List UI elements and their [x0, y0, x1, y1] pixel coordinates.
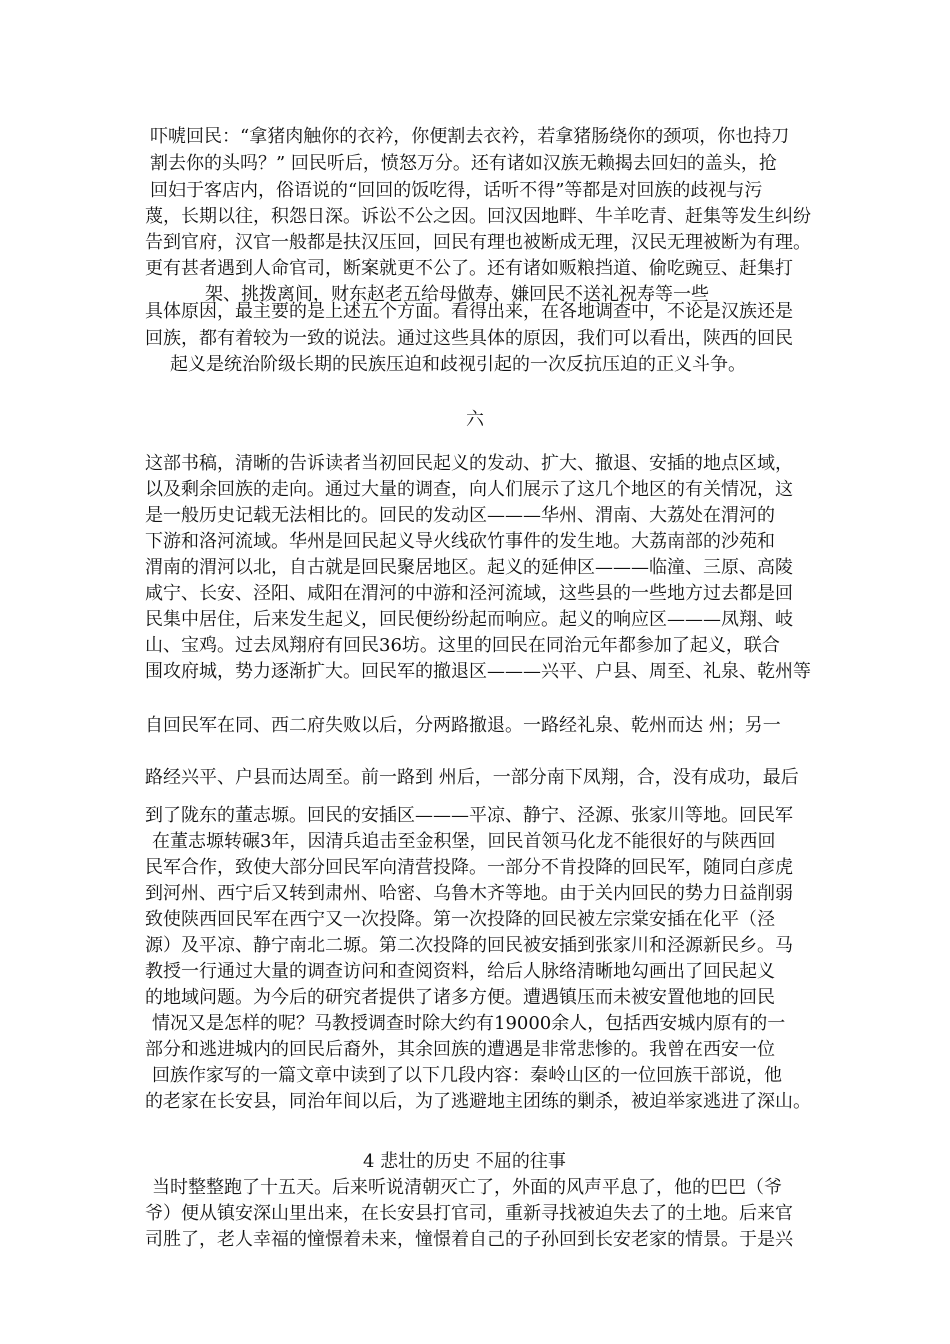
paragraph-line: 围攻府城，势力逐渐扩大。回民军的撤退区———兴平、户县、周至、礼泉、乾州等 [145, 661, 811, 682]
section-number: 六 [466, 409, 484, 430]
paragraph-line: 教授一行通过大量的调查访问和查阅资料，给后人脉络清晰地勾画出了回民起义 [145, 961, 775, 982]
paragraph-line: 的老家在长安县，同治年间以后，为了逃避地主团练的剿杀，被迫举家逃进了深山。 [145, 1091, 811, 1112]
paragraph-line: 山、宝鸡。过去凤翔府有回民36坊。这里的回民在同治元年都参加了起义，联合 [145, 635, 780, 656]
paragraph-line: 部分和逃进城内的回民后裔外，其余回族的遭遇是非常悲惨的。我曾在西安一位 [145, 1039, 775, 1060]
paragraph-line: 在董志塬转碾3年，因清兵追击至金积堡，回民首领马化龙不能很好的与陕西回 [152, 831, 776, 852]
paragraph-line: 以及剩余回族的走向。通过大量的调查，向人们展示了这几个地区的有关情况，这 [145, 479, 793, 500]
paragraph-line: 吓唬回民：“拿猪肉触你的衣衿，你便割去衣衿，若拿猪肠绕你的颈项，你也持刀 [150, 126, 790, 147]
paragraph-line: 是一般历史记载无法相比的。回民的发动区———华州、渭南、大荔处在渭河的 [145, 505, 775, 526]
paragraph-line: 回族，都有着较为一致的说法。通过这些具体的原因，我们可以看出，陕西的回民 [145, 328, 793, 349]
paragraph-line: 这部书稿，清晰的告诉读者当初回民起义的发动、扩大、撤退、安插的地点区域， [145, 453, 793, 474]
paragraph-line: 架、挑拨离间，财东赵老五给母做寿、嫌回民不送礼祝寿等一些 [205, 284, 709, 305]
paragraph-line: 爷）便从镇安深山里出来，在长安县打官司，重新寻找被迫失去了的土地。后来官 [145, 1203, 793, 1224]
paragraph-line: 回族作家写的一篇文章中读到了以下几段内容：秦岭山区的一位回族干部说，他 [152, 1065, 782, 1086]
paragraph-line: 咸宁、长安、泾阳、咸阳在渭河的中游和泾河流域，这些县的一些地方过去都是回 [145, 583, 793, 604]
running-heading: 4 悲壮的历史 不屈的往事 [363, 1151, 566, 1172]
paragraph-line: 蔑，长期以往，积怨日深。诉讼不公之因。回汉因地畔、牛羊吃青、赶集等发生纠纷 [145, 206, 811, 227]
paragraph-line: 司胜了，老人幸福的憧憬着未来，憧憬着自己的子孙回到长安老家的情景。于是兴 [145, 1229, 793, 1250]
paragraph-line: 当时整整跑了十五天。后来听说清朝灭亡了，外面的风声平息了，他的巴巴（爷 [152, 1177, 782, 1198]
paragraph-line: 路经兴平、户县而达周至。前一路到 州后，一部分南下凤翔，合，没有成功，最后 [145, 767, 799, 788]
paragraph-line: 告到官府，汉官一般都是扶汉压回，回民有理也被断成无理，汉民无理被断为有理。 [145, 232, 811, 253]
paragraph-line: 到了陇东的董志塬。回民的安插区———平凉、静宁、泾源、张家川等地。回民军 [145, 805, 793, 826]
paragraph-line: 到河州、西宁后又转到肃州、哈密、乌鲁木齐等地。由于关内回民的势力日益削弱 [145, 883, 793, 904]
paragraph-line: 渭南的渭河以北，自古就是回民聚居地区。起义的延伸区———临潼、三原、高陵 [145, 557, 793, 578]
paragraph-line: 民集中居住，后来发生起义，回民便纷纷起而响应。起义的响应区———凤翔、岐 [145, 609, 793, 630]
paragraph-line: 下游和洛河流域。华州是回民起义导火线砍竹事件的发生地。大荔南部的沙苑和 [145, 531, 775, 552]
paragraph-line: 民军合作，致使大部分回民军向清营投降。一部分不肯投降的回民军，随同白彦虎 [145, 857, 793, 878]
paragraph-line: 割去你的头吗？” 回民听后，愤怒万分。还有诸如汉族无赖揭去回妇的盖头，抢 [150, 153, 777, 174]
paragraph-line: 具体原因，最主要的是上述五个方面。看得出来，在各地调查中，不论是汉族还是 [145, 301, 793, 322]
paragraph-line: 的地域问题。为今后的研究者提供了诸多方便。遭遇镇压而未被安置他地的回民 [145, 987, 775, 1008]
paragraph-line: 致使陕西回民军在西宁又一次投降。第一次投降的回民被左宗棠安插在化平（泾 [145, 909, 775, 930]
paragraph-line: 更有甚者遇到人命官司，断案就更不公了。还有诸如贩粮挡道、偷吃豌豆、赶集打 [145, 258, 793, 279]
paragraph-line: 源）及平凉、静宁南北二塬。第二次投降的回民被安插到张家川和泾源新民乡。马 [145, 935, 793, 956]
paragraph-line: 回妇于客店内，俗语说的“回回的饭吃得，话听不得”等都是对回族的歧视与污 [150, 180, 763, 201]
paragraph-line: 情况又是怎样的呢？马教授调查时除大约有19000余人，包括西安城内原有的一 [152, 1013, 786, 1034]
paragraph-line: 自回民军在同、西二府失败以后，分两路撤退。一路经礼泉、乾州而达 州；另一 [145, 715, 781, 736]
paragraph-line: 起义是统治阶级长期的民族压迫和歧视引起的一次反抗压迫的正义斗争。 [170, 354, 746, 375]
